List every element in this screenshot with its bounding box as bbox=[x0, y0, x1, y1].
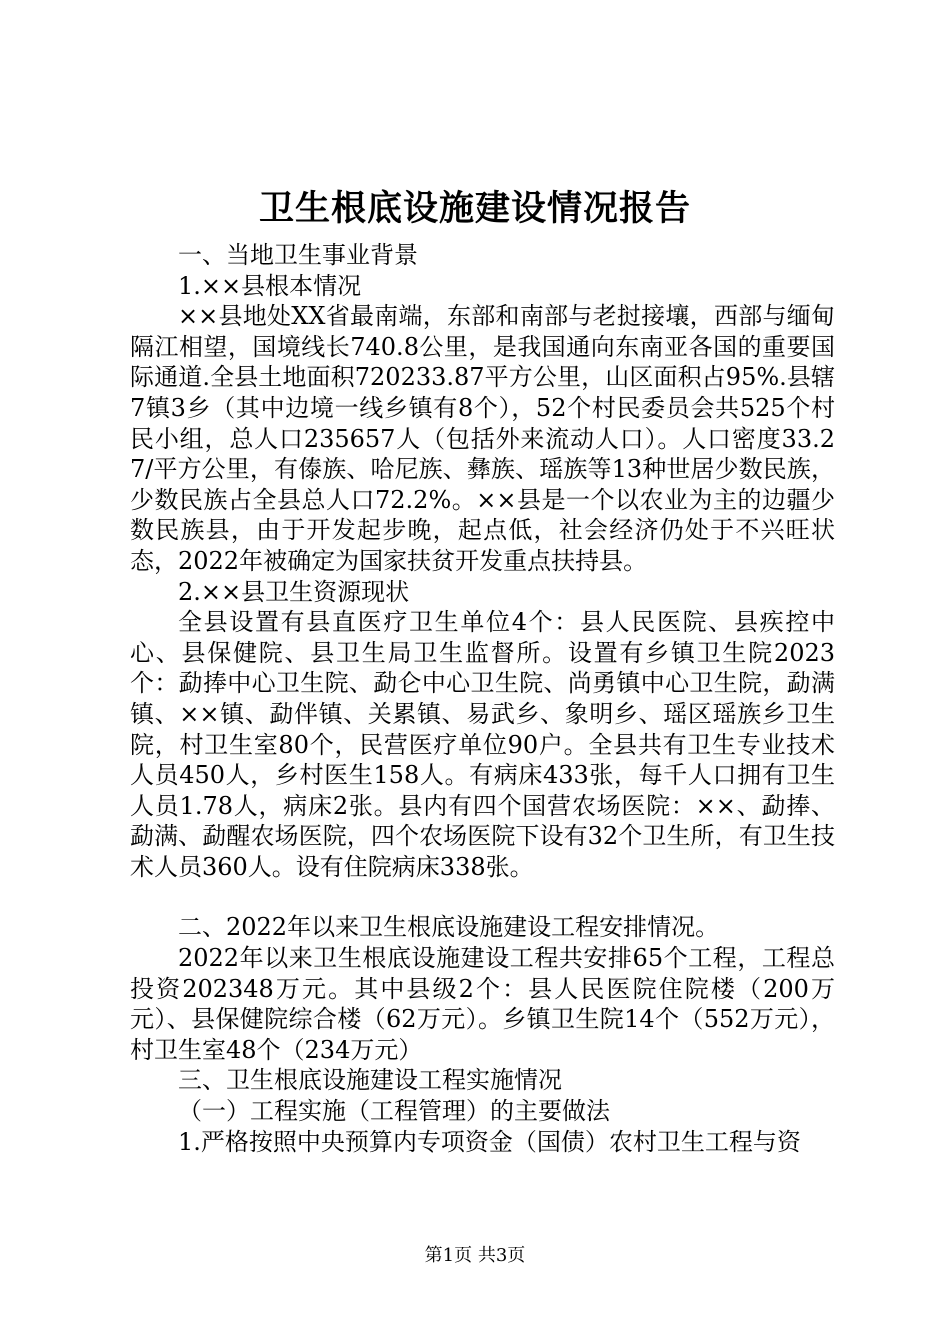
section-heading: 1.严格按照中央预算内专项资金（国债）农村卫生工程与资 bbox=[178, 1127, 801, 1156]
body-paragraph: 2022年以来卫生根底设施建设工程共安排65个工程，工程总投资202348万元。其中县级2个：县人民医院住院楼（200万元）、县保健院综合楼（62万元）。乡镇卫生院14个（552万元），村卫生室48个（234万元） bbox=[130, 944, 835, 1064]
body-paragraph: ××县地处XX省最南端，东部和南部与老挝接壤，西部与缅甸隔江相望，国境线长740.8公里，是我国通向东南亚各国的重要国际通道.全县土地面积720233.87平方公里，山区面积占95%.县辖7镇3乡（其中边境一线乡镇有8个），52个村民委员会共525个村民小组，总人口235657人（包括外来流动人口）。人口密度33.27/平方公里，有傣族、哈尼族、彝族、瑶族等13种世居少数民族，少数民族占全县总人口72.2%。××县是一个以农业为主的边疆少数民族县，由于开发起步晚，起点低，社会经济仍处于不兴旺状态，2022年被确定为国家扶贫开发重点扶持县。 bbox=[130, 302, 835, 575]
section-heading: 三、卫生根底设施建设工程实施情况 bbox=[178, 1066, 562, 1095]
section-heading: 2.××县卫生资源现状 bbox=[178, 577, 410, 606]
body-paragraph: 全县设置有县直医疗卫生单位4个：县人民医院、县疾控中心、县保健院、县卫生局卫生监督所。设置有乡镇卫生院2023个：勐捧中心卫生院、勐仑中心卫生院、尚勇镇中心卫生院，勐满镇、××镇、勐伴镇、关累镇、易武乡、象明乡、瑶区瑶族乡卫生院，村卫生室80个，民营医疗单位90户。全县共有卫生专业技术人员450人，乡村医生158人。有病床433张，每千人口拥有卫生人员1.78人，病床2张。县内有四个国营农场医院：××、勐捧、勐满、勐醒农场医院，四个农场医院下设有32个卫生所，有卫生技术人员360人。设有住院病床338张。 bbox=[130, 608, 835, 881]
document-body bbox=[130, 240, 835, 1157]
page-footer: 第1页 共3页 bbox=[424, 1245, 526, 1266]
section-heading: （一）工程实施（工程管理）的主要做法 bbox=[178, 1097, 610, 1126]
section-heading: 1.××县根本情况 bbox=[178, 271, 362, 300]
section-heading: 一、当地卫生事业背景 bbox=[178, 241, 418, 269]
paragraph-gap bbox=[130, 882, 835, 912]
document-title: 卫生根底设施建设情况报告 bbox=[258, 188, 691, 229]
section-heading: 二、2022年以来卫生根底设施建设工程安排情况。 bbox=[178, 913, 720, 942]
